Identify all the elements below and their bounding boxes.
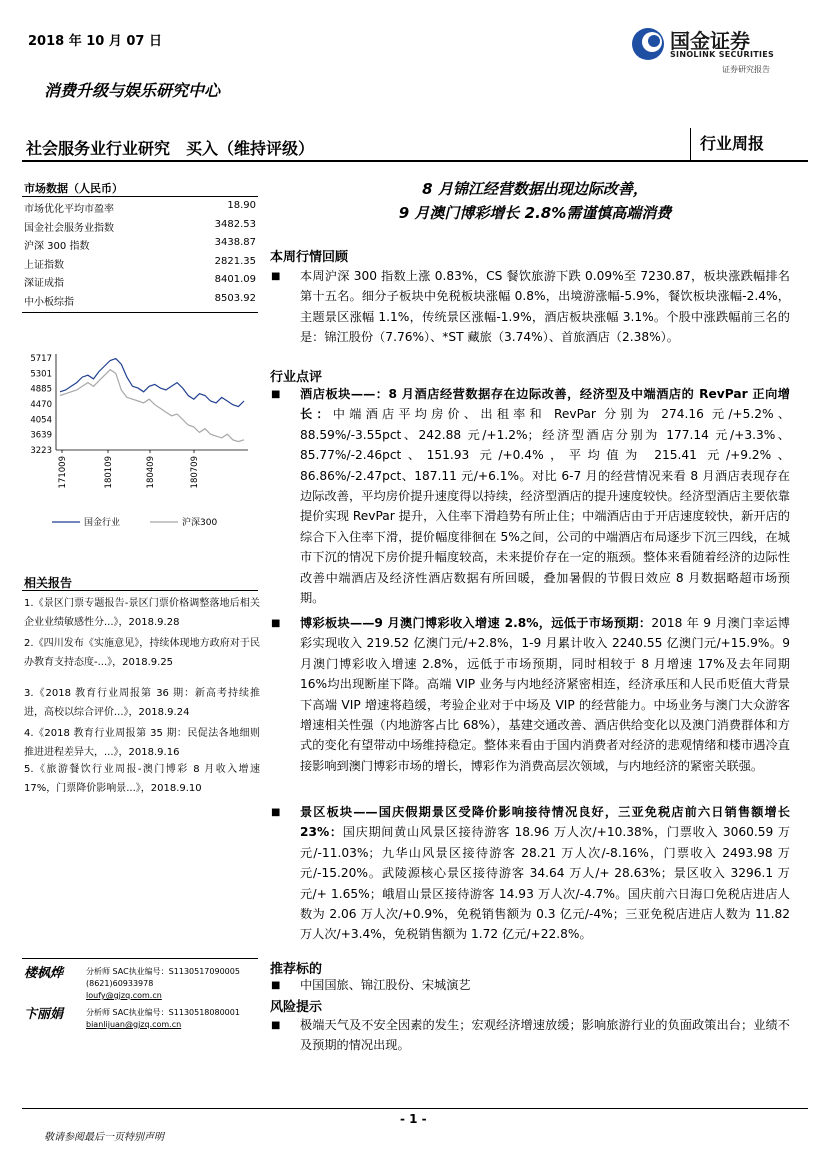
report-date: 2018 年 10 月 07 日 bbox=[28, 34, 162, 49]
comment-heading: 行业点评 bbox=[270, 370, 323, 385]
y-tick-label: 4054 bbox=[30, 415, 52, 426]
bullet-icon: ■ bbox=[271, 980, 281, 991]
report-title-line-1: 8 月锦江经营数据出现边际改善， bbox=[422, 180, 648, 198]
market-row-label: 市场优化平均市盈率 bbox=[24, 204, 114, 215]
market-row bbox=[24, 219, 256, 234]
market-row-value: 2821.35 bbox=[214, 255, 256, 267]
bullet-icon: ■ bbox=[271, 389, 281, 400]
series-line-1 bbox=[60, 370, 244, 442]
logo-text: 国金证券 bbox=[670, 29, 750, 53]
footer-divider bbox=[22, 1108, 808, 1109]
risk-heading: 风险提示 bbox=[270, 1000, 323, 1015]
scenic-paragraph: 景区板块——国庆假期景区受降价影响接待情况良好，三亚免税店前六日销售额增长 23%：国庆期间黄山风景区接待游客 18.96 万人次/+10.38%，门票收入 3060.59 万元/-11.03%；九华山风景区接待游客 28.21 万人次/-8.16%，门票收入 2493.98 万元/-15.20%。武陵源核心景区接待游客 34.64 万人/+ 28.63%；景区收入 3296.1 万元/+ 1.65%；峨眉山景区接待游客 14.93 万人次/-4.7%。国庆前六日海口免税店进店人数为 2.06 万人次/+0.9%，免税销售额为 0.3 亿元/-4%；三亚免税店进店人数为 11.82 万人次/+3.4%，免税销售额为 1.72 亿元/+22.8%。 bbox=[300, 805, 791, 942]
y-tick-label: 4885 bbox=[30, 384, 52, 395]
market-row bbox=[24, 274, 256, 289]
y-tick-label: 3223 bbox=[30, 446, 52, 456]
analyst-name-1: 楼枫烨 bbox=[24, 966, 64, 981]
market-row-value: 8401.09 bbox=[214, 274, 256, 285]
market-row bbox=[24, 256, 256, 271]
analyst-rule bbox=[22, 958, 258, 959]
report-title-line-2: 9 月澳门博彩增长 2.8%需谨慎高端消费 bbox=[398, 204, 672, 222]
y-tick-label: 5301 bbox=[30, 369, 52, 380]
market-data-title: 市场数据（人民币） bbox=[24, 182, 123, 195]
related-report-item[interactable]: 4.《2018 教育行业周报第 35 期：民促法各地细则推进进程差异大，...》，2018.9.16 bbox=[24, 728, 260, 758]
related-report-item[interactable]: 2.《四川发布《实施意见》，持续体现地方政府对于民办教育支持态度-...》，2018.9.25 bbox=[24, 638, 260, 668]
research-center: 消费升级与娱乐研究中心 bbox=[44, 81, 221, 100]
analyst-email-2[interactable]: bianlijuan@gjzq.com.cn bbox=[86, 1020, 182, 1029]
related-report-item[interactable]: 1.《景区门票专题报告-景区门票价格调整落地后相关企业业绩敏感性分...》，2018.9.28 bbox=[24, 598, 260, 628]
related-report-item[interactable]: 5.《旅游餐饮行业周报-澳门博彩 8 月收入增速 17%，门票降价影响景...》，2018.9.10 bbox=[24, 764, 260, 794]
analyst-name-2: 卞丽娟 bbox=[24, 1007, 64, 1022]
market-row-label: 中小板综指 bbox=[24, 296, 74, 308]
logo-subtitle: 证券研究报告 bbox=[722, 65, 770, 74]
bullet-icon: ■ bbox=[271, 807, 281, 818]
related-title-rule bbox=[22, 590, 258, 591]
legend-label-1: 沪深300 bbox=[182, 518, 218, 528]
analyst-info-2: 分析师 SAC执业编号：S1130518080001 bianlijuan@gjzq.com.cn bbox=[86, 1008, 240, 1029]
market-row-label: 深证成指 bbox=[24, 278, 64, 289]
logo-english: SINOLINK SECURITIES bbox=[670, 50, 775, 59]
market-row bbox=[24, 237, 256, 252]
macau-paragraph: 博彩板块——9 月澳门博彩收入增速 2.8%，远低于市场预期：2018 年 9 月澳门幸运博彩实现收入 219.52 亿澳门元/+2.8%，1-9 月累计收入 2240.55 亿澳门元/+15.9%。9 月澳门博彩收入增速 2.8%，远低于市场预期，同时相较于 8 月增速 17%及去年同期 16%均出现断崖下降。高端 VIP 业务与内地经济紧密相连，经济承压和人民币贬值大背景下高端 VIP 增速将趋缓，考验企业对于中场及 VIP 的经营能力。中场业务与澳门大众游客增速相关性强（内地游客占比 68%），基建交通改善、酒店供给变化以及澳门消费群体和方式的变化有望带动中场维持稳定。整体来看由于国内消费者对经济的悲观情绪和楼市遇冷直接影响到澳门博彩市场的增长，博彩作为消费高层次领域，与内地经济的紧密关联强。 bbox=[300, 616, 790, 773]
market-row-label: 沪深 300 指数 bbox=[24, 241, 90, 252]
analyst-info-1: 分析师 SAC执业编号：S1130517090005 (8621)60933978 loufy@gjzq.com.cn bbox=[86, 967, 240, 1000]
x-tick-label: 180109 bbox=[104, 456, 114, 489]
report-type: 行业周报 bbox=[700, 134, 765, 153]
y-tick-label: 4470 bbox=[30, 400, 52, 410]
market-row-value: 18.90 bbox=[227, 200, 256, 211]
x-tick-label: 180409 bbox=[146, 456, 156, 489]
y-tick-label: 5717 bbox=[30, 354, 52, 364]
x-tick-label: 180709 bbox=[190, 456, 200, 489]
related-report-item[interactable]: 3.《2018 教育行业周报第 36 期：新高考持续推进，高校以综合评价...》，2018.9.24 bbox=[24, 688, 260, 718]
bullet-icon: ■ bbox=[271, 271, 281, 282]
risk-text: 极端天气及不安全因素的发生；宏观经济增速放缓；影响旅游行业的负面政策出台；业绩不及预期的情况出现。 bbox=[300, 1018, 790, 1053]
sinolink-logo-icon bbox=[630, 26, 666, 62]
industry-rating: 社会服务业行业研究 买入（维持评级） bbox=[26, 139, 315, 158]
hotel-paragraph: 酒店板块——：8 月酒店经营数据存在边际改善，经济型及中端酒店的 RevPar 正向增长：中端酒店平均房价、出租率和 RevPar 分别为 274.16 元/+5.2%、88.59%/-3.55pct、242.88 元/+1.2%；经济型酒店分别为 177.14 元/+3.3%、85.77%/-2.46pct、151.93 元/+0.4%，平均值为 215.41 元/+9.2%、86.86%/-2.47pct、187.11 元/+6.1%。对比 6-7 月的经营情况来看 8 月酒店表现存在边际改善，平均房价提升速度得以持续，经济型酒店的提升速度较快。经济型酒店主要依靠提价实现 RevPar 提升，入住率下滑趋势有所止住；中端酒店由于开店速度较快，新开店的综合下入住率下滑，提价幅度徘徊在 5%之间，公司的中端酒店布局逐步下沉三四线，在城市下沉的情况下房价提升幅度较高，未来提价存在一定的瓶颈。整体来看随着经济的边际性改善中端酒店及经济性酒店数据有所回暖，叠加暑假的节假日效应 8 月数据略超市场预期。 bbox=[300, 387, 791, 606]
analyst-email-1[interactable]: loufy@gjzq.com.cn bbox=[86, 991, 162, 1000]
y-tick-label: 3639 bbox=[30, 430, 52, 441]
recommend-text: 中国国旅、锦江股份、宋城演艺 bbox=[300, 978, 471, 992]
related-reports-title: 相关报告 bbox=[24, 576, 73, 590]
bullet-icon: ■ bbox=[271, 1020, 281, 1031]
market-row-value: 3482.53 bbox=[214, 218, 256, 230]
index-chart bbox=[22, 346, 258, 540]
page-number: - 1 - bbox=[400, 1112, 427, 1126]
market-row bbox=[24, 200, 256, 215]
recommend-heading: 推荐标的 bbox=[270, 962, 323, 977]
x-tick-label: 171009 bbox=[58, 456, 68, 489]
disclaimer: 敬请参阅最后一页特别声明 bbox=[44, 1132, 164, 1143]
header-divider bbox=[22, 160, 808, 162]
review-heading: 本周行情回顾 bbox=[270, 250, 349, 265]
market-bottom-rule bbox=[22, 312, 258, 313]
market-row-label: 上证指数 bbox=[24, 259, 64, 271]
market-row-value: 3438.87 bbox=[214, 237, 256, 248]
review-paragraph: 本周沪深 300 指数上涨 0.83%，CS 餐饮旅游下跌 0.09%至 7230.87，板块涨跌幅排名第十五名。细分子板块中免税板块涨幅 0.8%，出境游涨幅-5.9%，餐饮板块涨幅-2.4%，主题景区涨幅 1.1%，传统景区涨幅-1.9%，酒店板块涨幅 3.1%。个股中涨跌幅前三名的是：锦江股份（7.76%）、*ST 藏旅（3.74%）、首旅酒店（2.38%）。 bbox=[300, 269, 790, 345]
market-row-label: 国金社会服务业指数 bbox=[24, 222, 114, 234]
legend-label-0: 国金行业 bbox=[84, 518, 121, 528]
market-title-rule bbox=[22, 196, 258, 197]
market-row bbox=[24, 293, 256, 308]
bullet-icon: ■ bbox=[271, 618, 281, 629]
market-row-value: 8503.92 bbox=[214, 292, 256, 304]
